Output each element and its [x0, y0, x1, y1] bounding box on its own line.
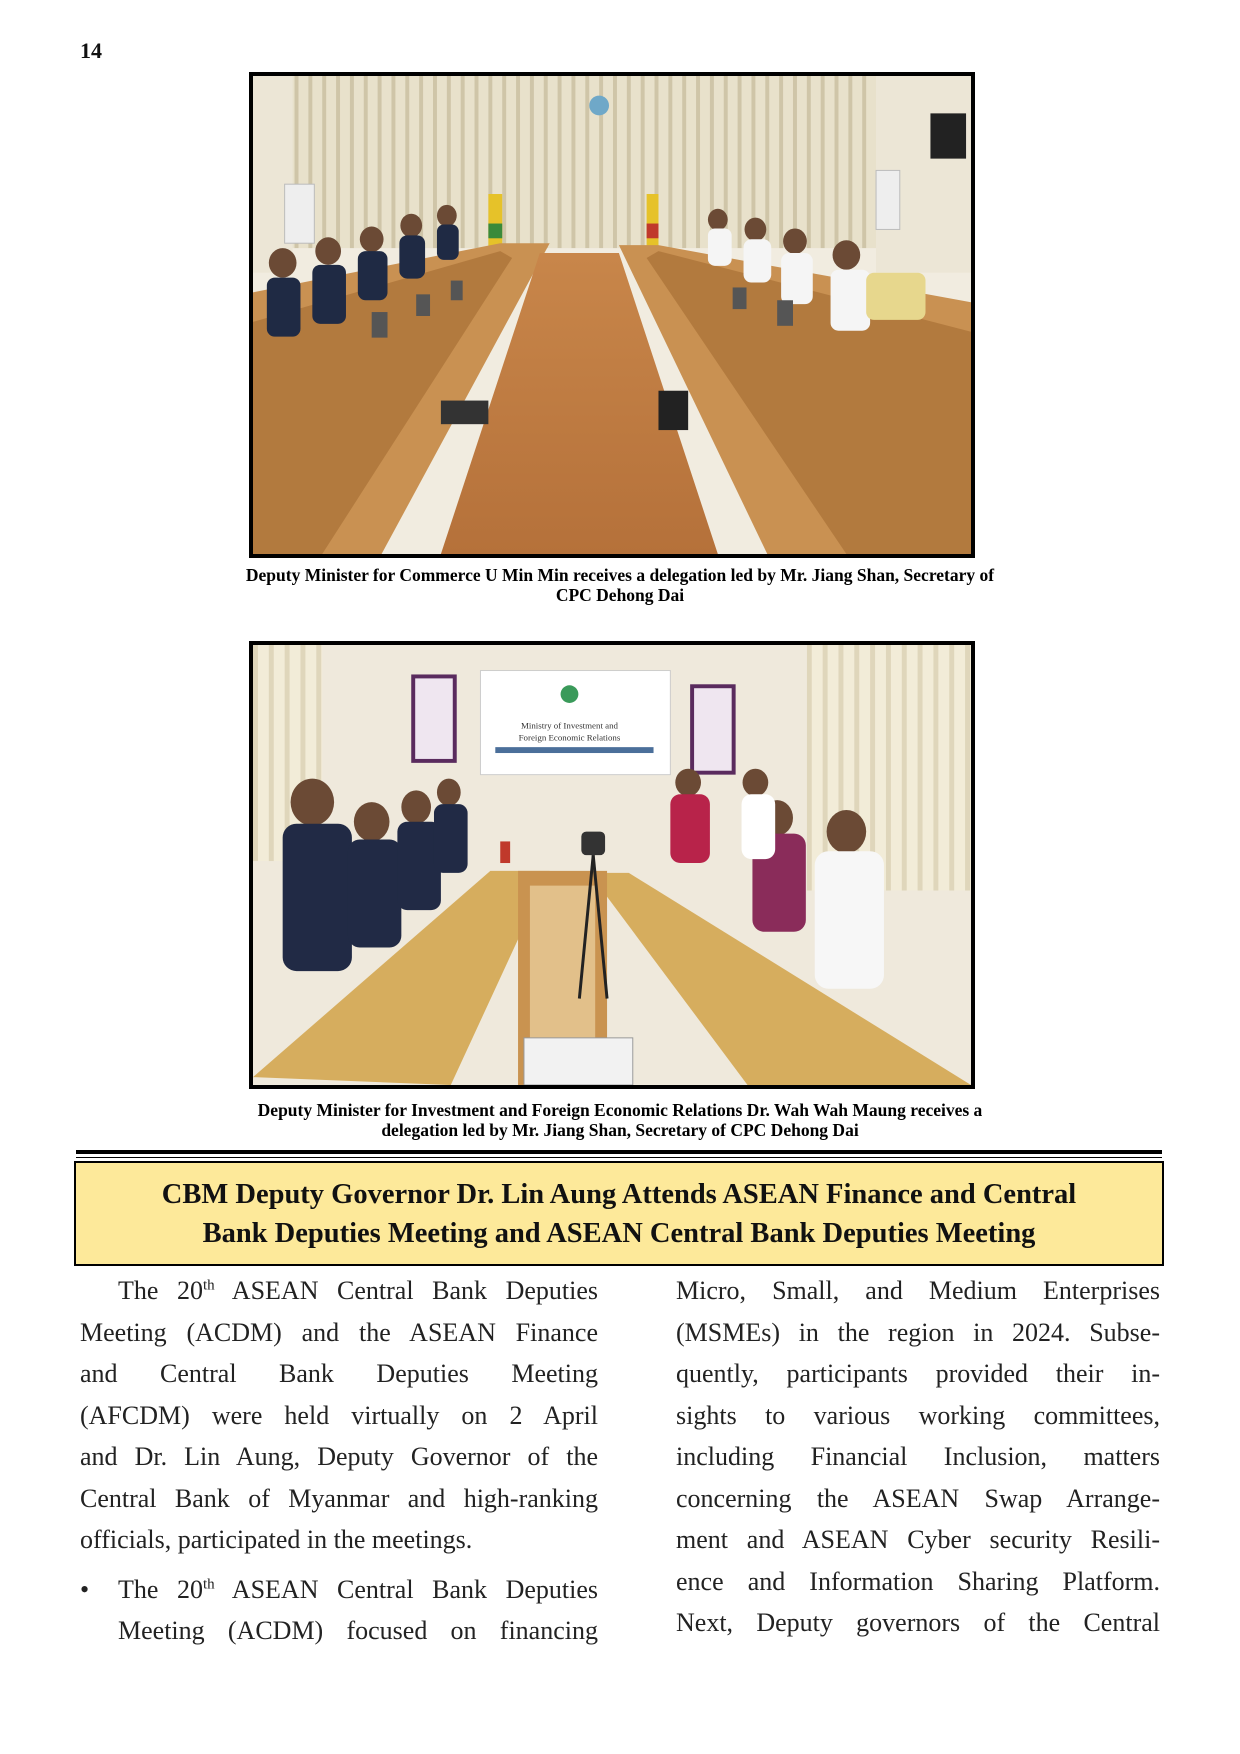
caption-1-line-2: CPC Dehong Dai [555, 585, 685, 605]
screen-text-line-2: Foreign Economic Relations [518, 732, 621, 743]
right-line-1: Micro, Small, and Medium Enterprises [676, 1276, 1160, 1305]
left-line-2: Meeting (ACDM) and the ASEAN Finance [80, 1317, 598, 1347]
right-line-3: quently, participants provided their in- [676, 1359, 1160, 1388]
bullet-line-1: The 20th ASEAN Central Bank Deputies [118, 1574, 599, 1604]
headline-line-1: CBM Deputy Governor Dr. Lin Aung Attends ASEAN Finance and Central [161, 1178, 1077, 1210]
bullet-line-2: Meeting (ACDM) focused on financing [118, 1616, 598, 1645]
right-line-6: concerning the ASEAN Swap Arrange- [676, 1483, 1160, 1513]
investment-meeting-photo [249, 641, 975, 1089]
left-line-6: Central Bank of Myanmar and high-ranking [80, 1483, 598, 1513]
bullet-icon: • [80, 1574, 90, 1604]
page-number: 14 [80, 38, 102, 63]
caption-2-line-2: delegation led by Mr. Jiang Shan, Secretary of CPC Dehong Dai [381, 1120, 859, 1140]
photo-caption-1 [120, 565, 1120, 605]
caption-2-line-1: Deputy Minister for Investment and Foreign Economic Relations Dr. Wah Wah Maung receives a [257, 1100, 983, 1120]
caption-1-line-1: Deputy Minister for Commerce U Min Min receives a delegation led by Mr. Jiang Shan, Secretary of [245, 565, 995, 585]
article-headline [74, 1161, 1164, 1266]
photo-caption-2 [120, 1100, 1120, 1140]
left-line-7: officials, participated in the meetings. [80, 1525, 473, 1554]
right-line-2: (MSMEs) in the region in 2024. Subse- [676, 1317, 1160, 1347]
article-left-column [80, 1270, 598, 1652]
right-line-7: ment and ASEAN Cyber security Resili- [676, 1525, 1160, 1554]
section-divider-thin [76, 1157, 1162, 1158]
left-line-5: and Dr. Lin Aung, Deputy Governor of the [80, 1442, 598, 1471]
article-right-column [676, 1270, 1160, 1644]
left-line-4: (AFCDM) were held virtually on 2 April [80, 1400, 598, 1430]
section-divider-thick [76, 1150, 1162, 1154]
commerce-meeting-photo [249, 72, 975, 558]
right-line-5: including Financial Inclusion, matters [676, 1442, 1160, 1471]
screen-text-line-1: Ministry of Investment and [520, 720, 618, 731]
right-line-9: Next, Deputy governors of the Central [676, 1608, 1160, 1637]
headline-line-2: Bank Deputies Meeting and ASEAN Central Bank Deputies Meeting [202, 1217, 1036, 1249]
left-line-1: The 20th ASEAN Central Bank Deputies [118, 1276, 599, 1305]
right-line-8: ence and Information Sharing Platform. [676, 1566, 1160, 1596]
bullet-item [80, 1569, 598, 1652]
left-line-3: and Central Bank Deputies Meeting [80, 1359, 598, 1388]
right-line-4: sights to various working committees, [676, 1400, 1160, 1430]
